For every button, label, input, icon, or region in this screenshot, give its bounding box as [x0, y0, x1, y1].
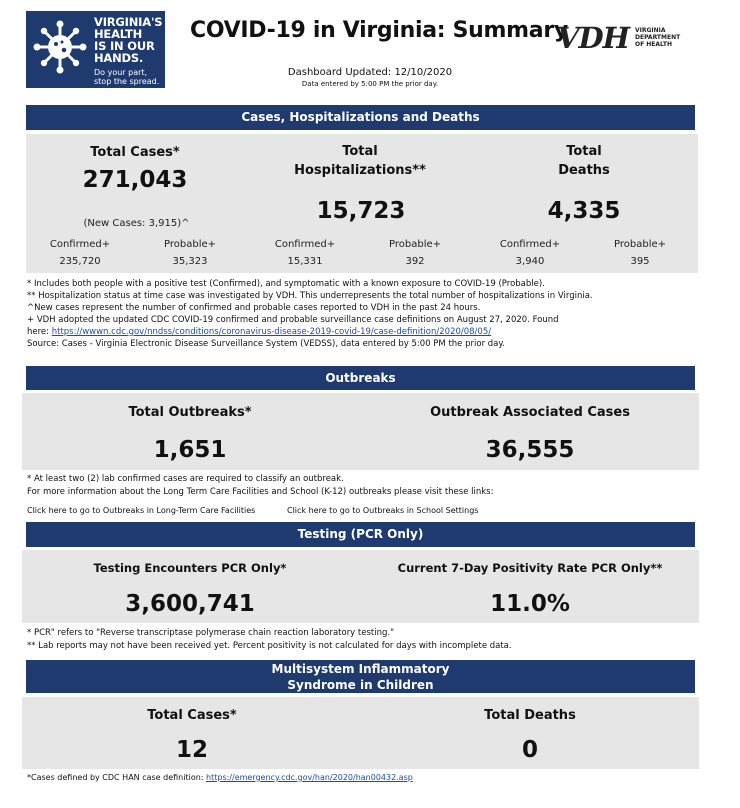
- cases-note: * Includes both people with a positive test (Confirmed), and symptomatic with a known exposure to COVID-19 (Probable).: [27, 279, 545, 289]
- cases-source: Source: Cases - Virginia Electronic Disease Surveillance System (VEDSS), data entered by 5:00 PM the prior day.: [27, 339, 505, 349]
- cases-confirmed-value: 235,720: [59, 256, 101, 267]
- vdh-mark: VDH: [557, 21, 630, 55]
- logo-line: HEALTH: [94, 27, 143, 41]
- testing-encounters-label: Testing Encounters PCR Only*: [93, 561, 287, 575]
- deaths-confirmed-label: Confirmed+: [499, 239, 561, 250]
- cases-note: ** Hospitalization status at time case was investigated by VDH. This underrepresents the total number of hospitalizations in Virginia.: [27, 291, 593, 301]
- total-outbreaks-value: 1,651: [153, 437, 227, 463]
- page-title: COVID-19 in Virginia: Summary: [190, 18, 568, 43]
- outbreaks-note: * At least two (2) lab confirmed cases are required to classify an outbreak.: [27, 474, 344, 484]
- cases-probable-value: 35,323: [172, 256, 208, 267]
- hosp-label-2: Hospitalizations**: [294, 163, 426, 178]
- cases-note: ^New cases represent the number of confirmed and probable cases reported to VDH in the past 24 hours.: [27, 303, 481, 313]
- positivity-value: 11.0%: [490, 591, 570, 617]
- logo-line: IS IN OUR: [94, 39, 155, 53]
- case-definition-line: [27, 327, 491, 338]
- deaths-label-1: Total: [566, 144, 602, 159]
- hosp-confirmed-value: 15,331: [287, 256, 323, 267]
- vdh-name-line: OF HEALTH: [635, 41, 672, 48]
- logo-tagline-line: stop the spread.: [94, 77, 160, 86]
- deaths-confirmed-value: 3,940: [515, 256, 545, 267]
- deaths-probable-label: Probable+: [614, 239, 666, 250]
- cases-band: Cases, Hospitalizations and Deaths: [26, 105, 695, 130]
- misc-deaths-label: Total Deaths: [484, 708, 576, 723]
- testing-note: * PCR" refers to "Reverse transcriptase polymerase chain reaction laboratory testing.": [27, 628, 394, 638]
- misc-band-line: Multisystem Inflammatory: [271, 662, 450, 676]
- outbreaks-note: For more information about the Long Term Care Facilities and School (K-12) outbreaks please visit these links:: [27, 487, 494, 497]
- school-outbreaks-link[interactable]: Click here to go to Outbreaks in School Settings: [287, 506, 479, 515]
- testing-note: ** Lab reports may not have been received yet. Percent positivity is not calculated for days with incomplete data.: [27, 641, 512, 651]
- vdh-name-line: DEPARTMENT: [635, 34, 681, 41]
- logo-line: VIRGINIA'S: [94, 15, 163, 29]
- hosp-probable-label: Probable+: [389, 239, 441, 250]
- positivity-label: Current 7-Day Positivity Rate PCR Only**: [397, 561, 663, 575]
- testing-encounters-value: 3,600,741: [125, 591, 255, 617]
- misc-note-prefix: *Cases defined by CDC HAN case definition:: [27, 773, 207, 782]
- cases-confirmed-label: Confirmed+: [49, 239, 111, 250]
- testing-band: Testing (PCR Only): [26, 522, 695, 547]
- logo-tagline-line: Do your part,: [94, 68, 148, 77]
- data-entered-note: Data entered by 5:00 PM the prior day.: [301, 80, 439, 88]
- deaths-value: 4,335: [547, 198, 621, 224]
- total-outbreaks-label: Total Outbreaks*: [128, 405, 252, 420]
- total-cases-value: 271,043: [82, 167, 188, 193]
- misc-deaths-value: 0: [521, 737, 538, 763]
- hosp-label-1: Total: [342, 144, 378, 159]
- hosp-value: 15,723: [316, 198, 406, 224]
- outbreaks-band: Outbreaks: [26, 366, 695, 390]
- misc-cases-label: Total Cases*: [147, 708, 237, 723]
- hosp-confirmed-label: Confirmed+: [274, 239, 336, 250]
- vdh-logo: [557, 22, 687, 54]
- hosp-probable-value: 392: [405, 256, 425, 267]
- misc-note: [27, 772, 413, 783]
- dashboard-updated: Dashboard Updated: 12/10/2020: [287, 67, 453, 78]
- ltc-outbreaks-link[interactable]: Click here to go to Outbreaks in Long-Term Care Facilities: [27, 506, 256, 515]
- outbreak-cases-label: Outbreak Associated Cases: [430, 405, 630, 420]
- vdh-name-line: VIRGINIA: [635, 27, 666, 34]
- cases-probable-label: Probable+: [164, 239, 216, 250]
- deaths-probable-value: 395: [630, 256, 650, 267]
- vdh-name: [635, 27, 680, 48]
- han-definition-link[interactable]: https://emergency.cdc.gov/han/2020/han00432.asp: [206, 773, 413, 782]
- case-definition-link[interactable]: https://wwwn.cdc.gov/nndss/conditions/coronavirus-disease-2019-covid-19/case-definition/2020/08/05/: [51, 327, 492, 337]
- here-prefix: here:: [27, 327, 52, 337]
- deaths-label-2: Deaths: [558, 163, 610, 178]
- misc-cases-value: 12: [175, 737, 208, 763]
- cases-note: + VDH adopted the updated CDC COVID-19 confirmed and probable surveillance case definitions on August 27, 2020. Found: [27, 315, 559, 325]
- new-cases: (New Cases: 3,915)^: [83, 218, 190, 229]
- misc-band: [26, 660, 695, 693]
- logo-line: HANDS.: [94, 51, 144, 65]
- outbreak-cases-value: 36,555: [485, 437, 575, 463]
- misc-band-line: Syndrome in Children: [287, 678, 434, 692]
- total-cases-label: Total Cases*: [90, 145, 180, 160]
- logo-text: [94, 16, 162, 64]
